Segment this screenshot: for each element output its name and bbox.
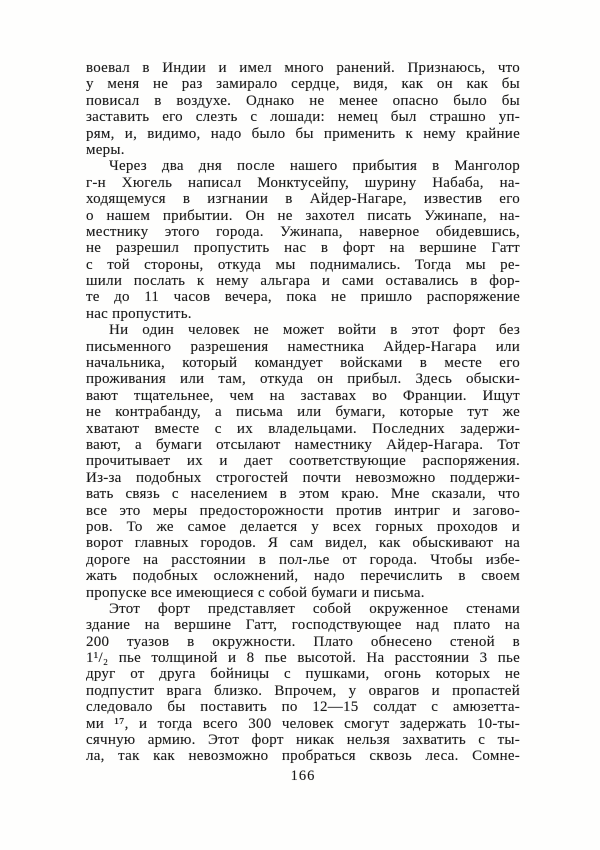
text-line: Из-за подобных строгостей почти невозможно поддержи-: [86, 469, 520, 486]
text-line: не контрабанду, а письма или бумаги, которые тут же: [86, 404, 520, 421]
text-line: с той стороны, откуда мы поднимались. Тогда мы ре-: [86, 256, 520, 273]
text-line: Через два дня после нашего прибытия в Манголор: [109, 158, 520, 175]
text-line: вают тщательнее, чем на заставах во Франции. Ищут: [86, 387, 520, 404]
text-line: нас пропустить.: [86, 305, 192, 322]
text-line: не разрешил пропустить нас в форт на вершине Гатт: [86, 240, 520, 257]
text-line: дороге на расстоянии в пол-лье от города. Чтобы избе-: [86, 551, 520, 568]
text-line: все это меры предосторожности против интриг и загово-: [86, 502, 520, 519]
text-line: следовало бы поставить по 12—15 солдат с амюзетта-: [86, 699, 520, 716]
text-line: повисал в воздухе. Однако не менее опасно было бы: [86, 92, 520, 109]
text-line: у меня не раз замирало сердце, видя, как он как бы: [86, 76, 520, 93]
text-line: ходящемуся в изгнании в Айдер-Нагаре, известив его: [86, 191, 520, 208]
text-line: начальника, который командует войсками в месте его: [86, 355, 520, 372]
text-block: [86, 60, 520, 765]
text-line: шили послать к нему альгара и сами оставались в фор-: [86, 273, 520, 290]
text-line: ла, так как невозможно пробраться сквозь леса. Сомне-: [86, 748, 520, 765]
text-line: друг от друга бойницы с пушками, огонь которых не: [86, 666, 520, 683]
text-line: письменного разрешения наместника Айдер-Нагара или: [86, 338, 520, 355]
text-line: местнику этого города. Ужинапа, наверное обидевшись,: [86, 223, 520, 240]
page-number: 166: [290, 768, 316, 784]
text-line: 200 туазов в окружности. Плато обнесено стеной в: [86, 633, 520, 650]
text-line: о нашем прибытии. Он не захотел писать Ужинапе, на-: [86, 207, 520, 224]
text-line: воевал в Индии и имел много ранений. Признаюсь, что: [86, 60, 520, 76]
text-line: проживания или там, откуда он прибыл. Здесь обыски-: [86, 371, 520, 388]
text-line: прочитывает их и дает соответствующие распоряжения.: [86, 453, 520, 470]
text-line: 1¹/₂ пье толщиной и 8 пье высотой. На расстоянии 3 пье: [86, 650, 520, 667]
paragraph: [86, 158, 520, 322]
paragraph: [86, 322, 520, 601]
text-line: ров. То же самое делается у всех горных проходов и: [86, 518, 520, 535]
text-line: меры.: [86, 141, 125, 158]
text-line: рям, и, видимо, надо было бы применить к нему крайние: [86, 125, 520, 142]
text-line: г-н Хюгель написал Монктусейпу, шурину Набаба, на-: [86, 174, 520, 191]
text-line: пропуске все имеющиеся с собой бумаги и письма.: [86, 584, 425, 601]
text-line: жать подобных осложнений, надо перечислить в своем: [86, 568, 520, 585]
text-line: хватают вместе с их владельцами. Последних задержи-: [86, 420, 520, 437]
text-line: ворот главных городов. Я сам видел, как обыскивают на: [86, 535, 520, 552]
text-line: ми ¹⁷, и тогда всего 300 человек смогут задержать 10-ты-: [86, 715, 520, 732]
text-line: здание на вершине Гатт, господствующее над плато на: [86, 617, 520, 634]
text-line: сячную армию. Этот форт никак нельзя захватить с ты-: [86, 732, 520, 749]
text-line: Этот форт представляет собой окруженное стенами: [109, 600, 520, 617]
text-line: заставить его слезть с лошади: немец был страшно уп-: [86, 109, 520, 126]
text-line: подпустит врага близко. Впрочем, у оврагов и пропастей: [86, 682, 520, 699]
text-line: вают, а бумаги отсылают наместнику Айдер-Нагара. Тот: [86, 436, 520, 453]
paragraph: [86, 60, 520, 158]
text-line: вать связь с населением в этом краю. Мне сказали, что: [86, 486, 520, 503]
paragraph: [86, 601, 520, 765]
text-line: те до 11 часов вечера, пока не пришло распоряжение: [86, 289, 520, 306]
text-line: Ни один человек не может войти в этот форт без: [109, 322, 520, 339]
